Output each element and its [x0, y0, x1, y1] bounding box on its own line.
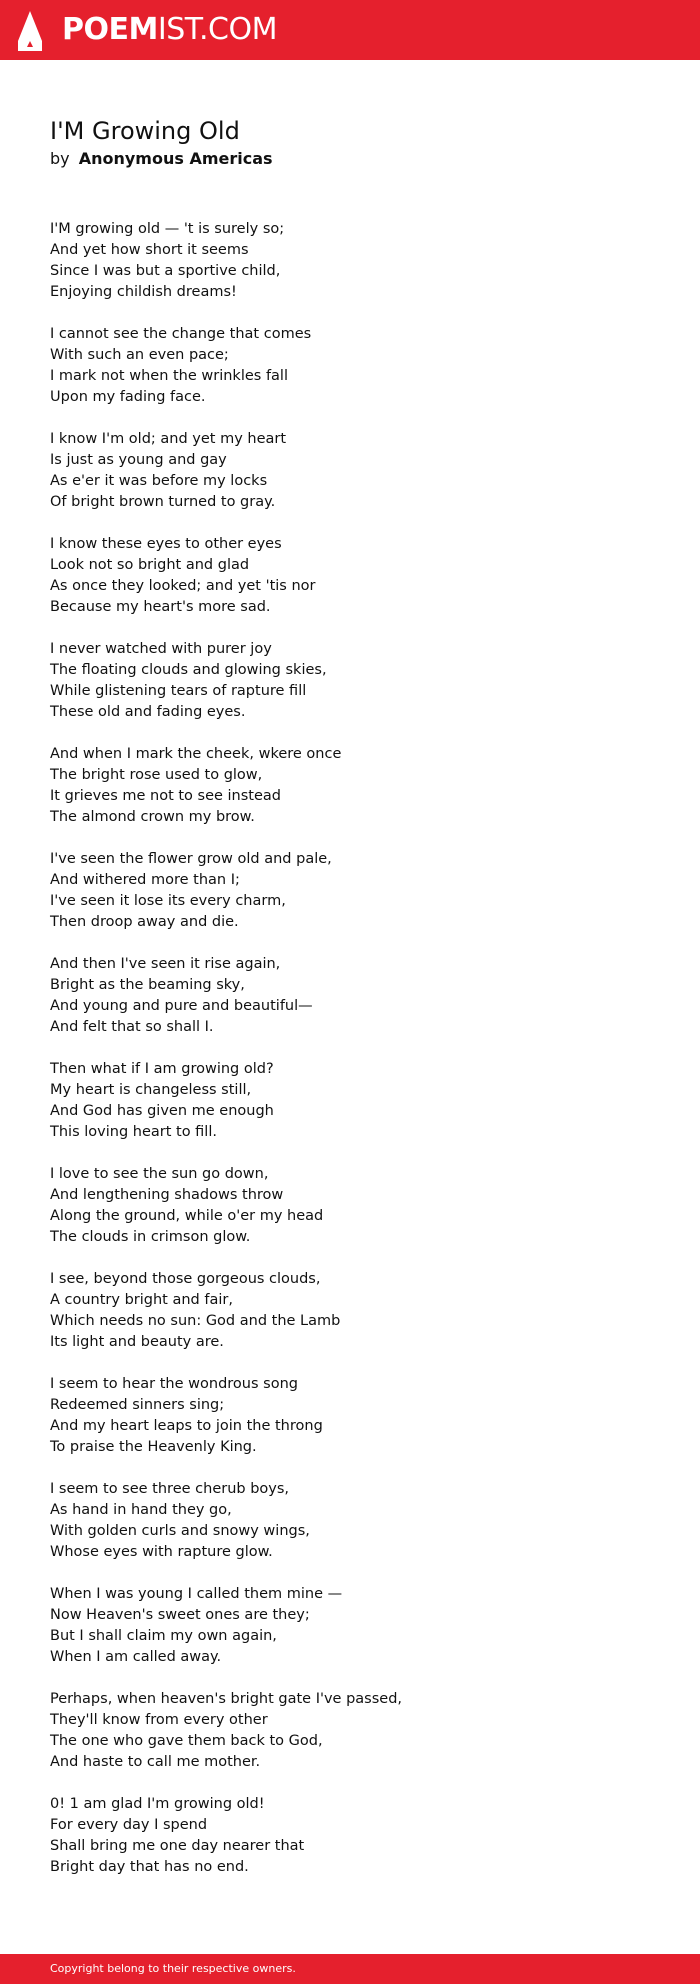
poem-line: Whose eyes with rapture glow.	[50, 1544, 273, 1560]
poem-line: My heart is changeless still,	[50, 1082, 252, 1098]
poem-line: And my heart leaps to join the throng	[50, 1418, 323, 1434]
poem-stanza	[50, 1479, 670, 1563]
poem-body	[50, 219, 670, 1899]
poem-line: The clouds in crimson glow.	[50, 1229, 251, 1245]
poem-stanza	[50, 1269, 670, 1353]
poem-line: 0! 1 am glad I'm growing old!	[50, 1796, 265, 1812]
poem-line: Then droop away and die.	[50, 914, 239, 930]
poem-line: A country bright and fair,	[50, 1292, 233, 1308]
poem-line: Since I was but a sportive child,	[50, 263, 281, 279]
poem-line: To praise the Heavenly King.	[50, 1439, 257, 1455]
poem-line: These old and fading eyes.	[50, 704, 246, 720]
poem-line: I've seen it lose its every charm,	[50, 893, 286, 909]
poem-line: Along the ground, while o'er my head	[50, 1208, 324, 1224]
poem-line: The one who gave them back to God,	[50, 1733, 323, 1749]
poem-stanza	[50, 1794, 670, 1878]
poem-line: Bright day that has no end.	[50, 1859, 249, 1875]
poem-line: And then I've seen it rise again,	[50, 956, 281, 972]
poem-line: And withered more than I;	[50, 872, 240, 888]
poem-line: I mark not when the wrinkles fall	[50, 368, 288, 384]
poem-stanza	[50, 324, 670, 408]
poem-line: I love to see the sun go down,	[50, 1166, 269, 1182]
poem-line: And when I mark the cheek, wkere once	[50, 746, 342, 762]
poem-line: I cannot see the change that comes	[50, 326, 312, 342]
poem-line: Then what if I am growing old?	[50, 1061, 274, 1077]
poem-line: Shall bring me one day nearer that	[50, 1838, 305, 1854]
site-header	[0, 0, 700, 60]
poem-line: When I am called away.	[50, 1649, 222, 1665]
poem-line: And haste to call me mother.	[50, 1754, 261, 1770]
brand-bold-text: POEM	[62, 12, 158, 47]
poem-line: With golden curls and snowy wings,	[50, 1523, 310, 1539]
poem-line: As once they looked; and yet 'tis nor	[50, 578, 316, 594]
poem-line: Upon my fading face.	[50, 389, 206, 405]
site-logo-text[interactable]	[62, 12, 277, 48]
poem-line: But I shall claim my own again,	[50, 1628, 277, 1644]
poem-line: Enjoying childish dreams!	[50, 284, 237, 300]
poem-line: For every day I spend	[50, 1817, 208, 1833]
poem-line: And yet how short it seems	[50, 242, 249, 258]
poem-stanza	[50, 639, 670, 723]
poem-line: I seem to see three cherub boys,	[50, 1481, 290, 1497]
poem-stanza	[50, 534, 670, 618]
poem-line: And lengthening shadows throw	[50, 1187, 284, 1203]
poem-line: Perhaps, when heaven's bright gate I've passed,	[50, 1691, 403, 1707]
poem-line: I see, beyond those gorgeous clouds,	[50, 1271, 321, 1287]
copyright-text: Copyright belong to their respective owners.	[50, 1962, 296, 1975]
poem-line: And God has given me enough	[50, 1103, 274, 1119]
poem-line: Of bright brown turned to gray.	[50, 494, 276, 510]
poem-line: Its light and beauty are.	[50, 1334, 224, 1350]
poem-line: With such an even pace;	[50, 347, 229, 363]
author-name: Anonymous Americas	[78, 149, 273, 168]
poem-line: Now Heaven's sweet ones are they;	[50, 1607, 310, 1623]
poem-line: And young and pure and beautiful—	[50, 998, 313, 1014]
poem-line: And felt that so shall I.	[50, 1019, 214, 1035]
poem-line: As hand in hand they go,	[50, 1502, 232, 1518]
poem-line: Which needs no sun: God and the Lamb	[50, 1313, 341, 1329]
poem-line: Is just as young and gay	[50, 452, 227, 468]
poem-line: I've seen the flower grow old and pale,	[50, 851, 332, 867]
poem-line: It grieves me not to see instead	[50, 788, 282, 804]
poem-line: I seem to hear the wondrous song	[50, 1376, 298, 1392]
poem-line: Because my heart's more sad.	[50, 599, 271, 615]
poem-stanza	[50, 1059, 670, 1143]
poem-line: When I was young I called them mine —	[50, 1586, 343, 1602]
poem-stanza	[50, 219, 670, 303]
poem-line: They'll know from every other	[50, 1712, 268, 1728]
poem-stanza	[50, 1689, 670, 1773]
poem-stanza	[50, 849, 670, 933]
poem-stanza	[50, 954, 670, 1038]
poem-stanza	[50, 429, 670, 513]
poem-stanza	[50, 1164, 670, 1248]
site-footer	[0, 1954, 700, 1984]
poem-line: As e'er it was before my locks	[50, 473, 268, 489]
poem-line: Look not so bright and glad	[50, 557, 250, 573]
brand-light-text: IST.COM	[157, 12, 277, 47]
poem-line: While glistening tears of rapture fill	[50, 683, 307, 699]
byline	[50, 148, 273, 170]
poem-stanza	[50, 1584, 670, 1668]
poem-line: I'M growing old — 't is surely so;	[50, 221, 285, 237]
by-label: by	[50, 149, 70, 168]
poem-line: Bright as the beaming sky,	[50, 977, 245, 993]
poem-line: I know these eyes to other eyes	[50, 536, 282, 552]
poem-line: Redeemed sinners sing;	[50, 1397, 225, 1413]
poem-line: The floating clouds and glowing skies,	[50, 662, 327, 678]
poem-title: I'M Growing Old	[50, 117, 240, 145]
poem-line: The almond crown my brow.	[50, 809, 255, 825]
poem-line: This loving heart to fill.	[50, 1124, 217, 1140]
pencil-logo-icon[interactable]	[18, 11, 42, 51]
poem-line: I never watched with purer joy	[50, 641, 272, 657]
poem-line: The bright rose used to glow,	[50, 767, 263, 783]
poem-stanza	[50, 1374, 670, 1458]
poem-stanza	[50, 744, 670, 828]
poem-line: I know I'm old; and yet my heart	[50, 431, 287, 447]
